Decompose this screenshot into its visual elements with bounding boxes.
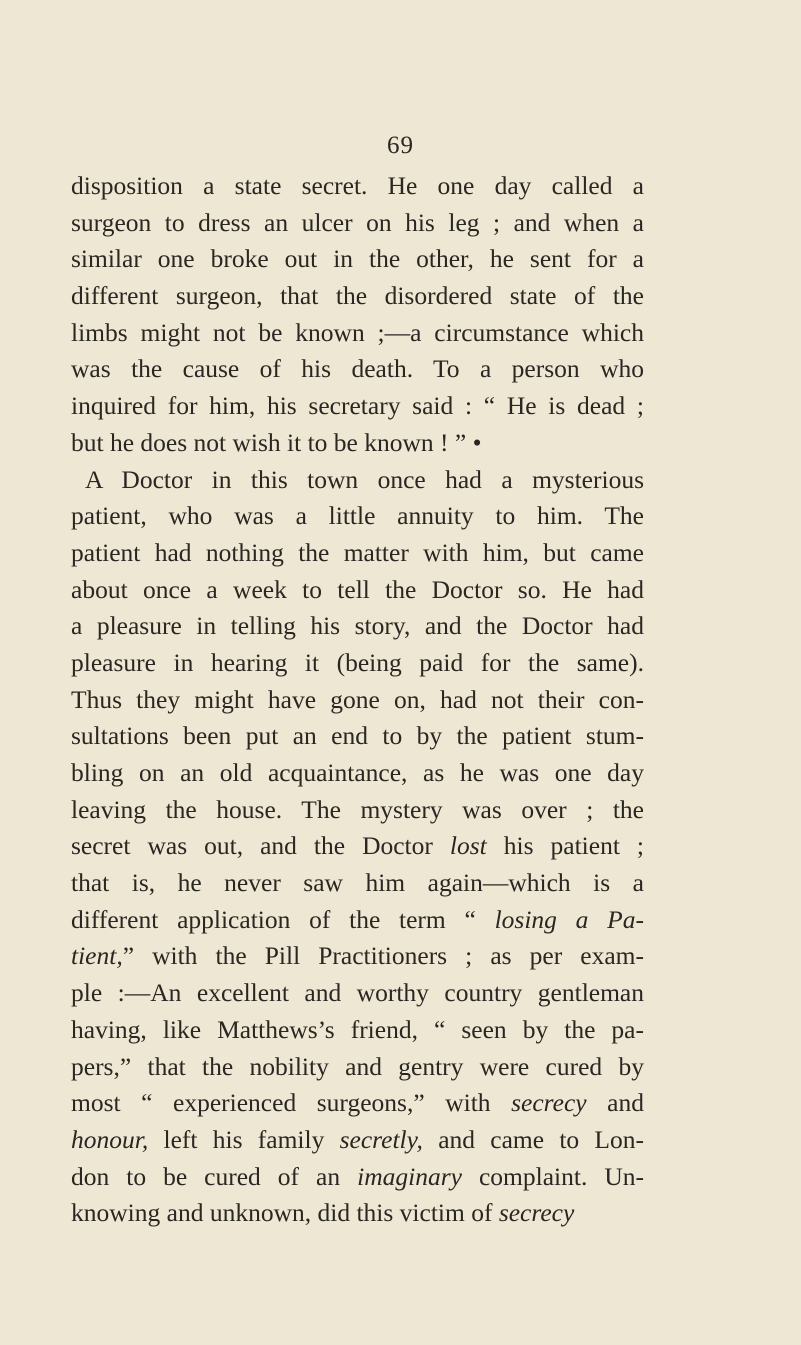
text-line — [71, 1012, 644, 1049]
text-line — [71, 1195, 644, 1232]
text-segment: most “ experienced surgeons,” with — [71, 1088, 512, 1118]
text-segment: having, like Matthews’s friend, “ seen by the pa- — [71, 1014, 644, 1044]
text-segment: different application of the term “ — [71, 904, 495, 934]
italic-text: secrecy — [498, 1198, 575, 1228]
text-segment: bling on an old acquaintance, as he was one day — [71, 758, 644, 787]
text-line — [71, 645, 644, 682]
text-segment: his patient ; — [486, 831, 645, 861]
text-segment: ” with the Pill Practitioners ; as per exam- — [122, 941, 644, 971]
text-line — [71, 241, 644, 278]
text-line — [71, 498, 644, 535]
text-segment: was the cause of his death. To a person who — [71, 354, 644, 384]
text-line — [71, 278, 644, 315]
text-segment: ple :—An excellent and worthy country gentleman — [71, 978, 644, 1008]
text-line — [71, 205, 644, 242]
text-segment: patient, who was a little annuity to him. The — [71, 501, 644, 531]
text-line — [71, 792, 644, 829]
text-line — [71, 718, 644, 755]
text-segment: but he does not wish it to be known ! ” • — [71, 427, 482, 457]
text-segment: knowing and unknown, did this victim of — [71, 1198, 499, 1228]
text-line — [71, 1159, 644, 1196]
italic-text: secretly, — [339, 1124, 423, 1154]
text-line — [71, 975, 644, 1012]
text-line — [71, 1085, 644, 1122]
text-segment: a pleasure in telling his story, and the Doctor had — [71, 611, 644, 641]
text-segment: different surgeon, that the disordered state of the — [71, 281, 644, 311]
text-segment: and came to Lon- — [422, 1124, 644, 1154]
text-segment: pleasure in hearing it (being paid for the same). — [71, 647, 644, 677]
text-line — [71, 608, 644, 645]
text-line — [71, 315, 644, 352]
text-segment: disposition a state secret. He one day called a — [71, 171, 644, 200]
text-segment: limbs might not be known ;—a circumstance which — [71, 317, 644, 347]
text-segment: Thus they might have gone on, had not their con- — [71, 684, 644, 714]
text-segment: sultations been put an end to by the patient stum- — [71, 721, 644, 751]
text-segment: left his family — [148, 1124, 340, 1154]
text-segment: A Doctor in this town once had a mysterious — [85, 464, 644, 494]
text-line — [71, 535, 644, 572]
text-line — [71, 682, 644, 719]
text-segment: don to be cured of an — [71, 1161, 358, 1191]
text-segment: about once a week to tell the Doctor so. He had — [71, 574, 644, 604]
text-line — [71, 168, 644, 205]
text-segment: inquired for him, his secretary said : “ He is dead ; — [71, 391, 644, 421]
italic-text: losing a Pa- — [494, 904, 644, 934]
text-segment: complaint. Un- — [461, 1161, 644, 1191]
text-segment: that is, he never saw him again—which is a — [71, 868, 644, 898]
body-text — [71, 168, 644, 1232]
text-segment: leaving the house. The mystery was over ; the — [71, 794, 644, 824]
page-number: 69 — [387, 132, 414, 159]
text-line — [71, 865, 644, 902]
italic-text: secrecy — [511, 1088, 587, 1118]
text-segment: patient had nothing the matter with him, but came — [71, 537, 644, 567]
text-segment: secret was out, and the Doctor — [71, 831, 450, 861]
text-line — [71, 938, 644, 975]
text-line — [71, 572, 644, 609]
text-segment: similar one broke out in the other, he sent for a — [71, 244, 644, 274]
text-line — [71, 828, 644, 865]
italic-text: imaginary — [357, 1161, 462, 1191]
italic-text: lost — [449, 831, 487, 861]
text-segment: surgeon to dress an ulcer on his leg ; and when a — [71, 207, 644, 237]
text-line — [71, 902, 644, 939]
text-line — [71, 755, 644, 792]
text-segment: pers,” that the nobility and gentry were cured by — [71, 1051, 644, 1081]
text-line — [71, 1049, 644, 1086]
text-line — [71, 388, 644, 425]
text-line — [71, 462, 644, 499]
text-segment: and — [586, 1088, 644, 1118]
italic-text: honour, — [71, 1124, 149, 1154]
italic-text: tient, — [71, 941, 123, 971]
text-line — [71, 1122, 644, 1159]
text-line — [71, 351, 644, 388]
text-line — [71, 425, 644, 462]
